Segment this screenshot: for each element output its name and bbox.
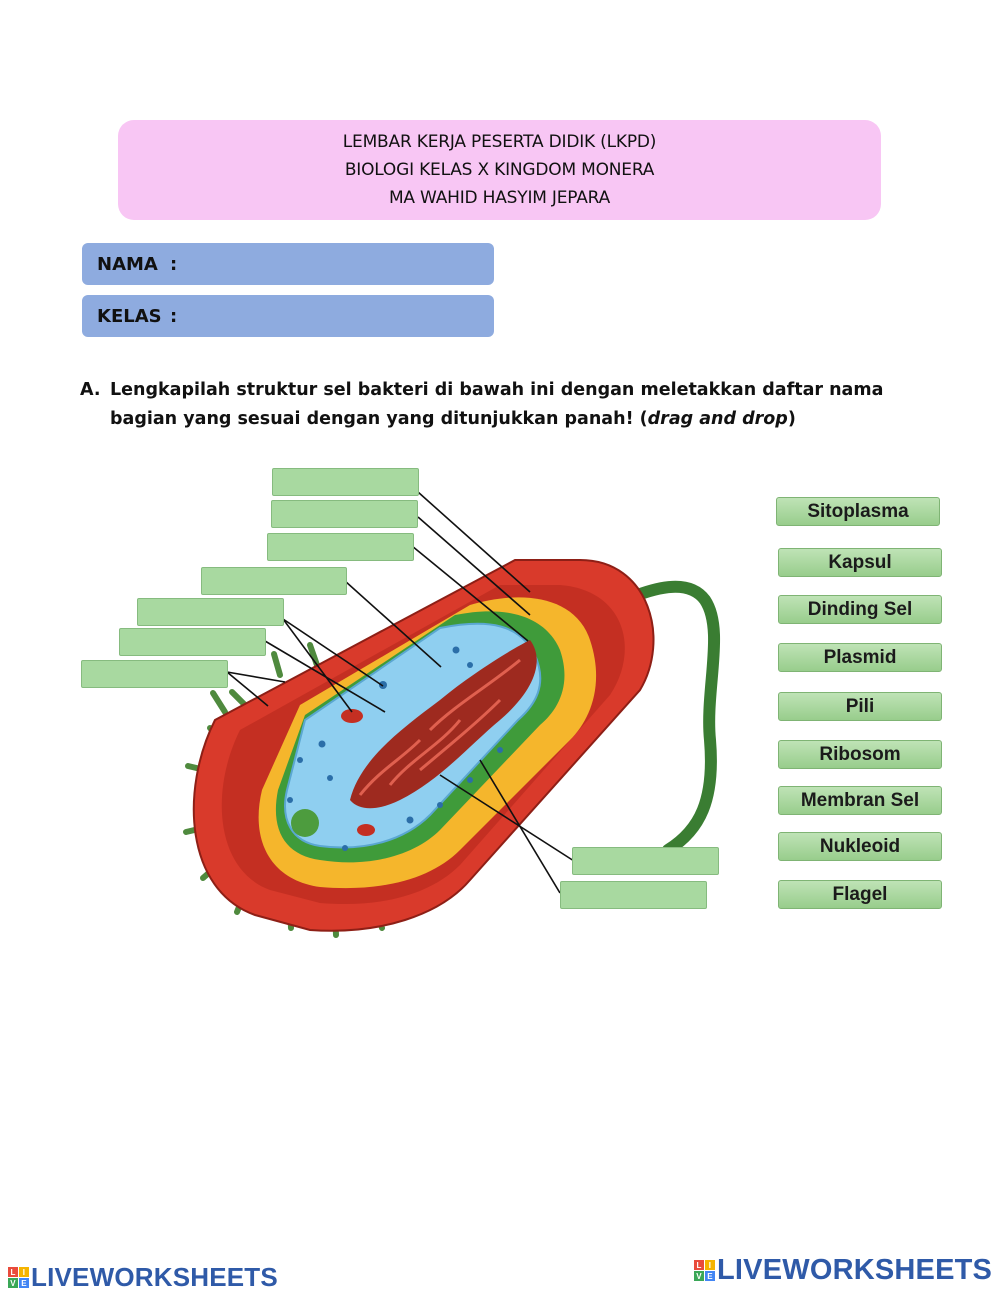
question-number: A. [80, 380, 101, 400]
header-school: MA WAHID HASYIM JEPARA [388, 188, 611, 208]
answer-chip-sitoplasma[interactable]: Sitoplasma [776, 497, 940, 526]
answer-chip-membran-sel[interactable]: Membran Sel [778, 786, 942, 815]
granule [291, 809, 319, 837]
liveworksheets-logo-icon: L I V E [8, 1267, 29, 1288]
answer-chip-dinding-sel[interactable]: Dinding Sel [778, 595, 942, 624]
drop-slot-7[interactable] [81, 660, 228, 688]
name-label: NAMA [97, 253, 158, 275]
drop-slot-1[interactable] [272, 468, 419, 496]
drop-slot-4[interactable] [201, 567, 347, 595]
answer-chip-ribosom[interactable]: Ribosom [778, 740, 942, 769]
drop-slot-2[interactable] [271, 500, 418, 528]
question-text-italic: drag and drop [647, 409, 788, 429]
footer-brand-left: LIVEWORKSHEETS [31, 1262, 278, 1292]
class-colon: : [170, 305, 178, 327]
drop-slot-9[interactable] [560, 881, 707, 909]
drop-slot-6[interactable] [119, 628, 266, 656]
plasmid [357, 824, 375, 836]
drop-slot-5[interactable] [137, 598, 284, 626]
liveworksheets-logo-icon: L I V E [694, 1260, 715, 1281]
question-text-main: Lengkapilah struktur sel bakteri di bawah ini dengan meletakkan daftar nama bagian yang sesuai dengan yang ditunjukkan panah! ( [110, 380, 884, 429]
answer-chip-flagel[interactable]: Flagel [778, 880, 942, 909]
footer-brand-right: LIVEWORKSHEETS [717, 1254, 993, 1286]
question-text-end: ) [787, 409, 796, 429]
class-label: KELAS [97, 305, 162, 327]
drop-slot-3[interactable] [267, 533, 414, 561]
header-subject: BIOLOGI KELAS X KINGDOM MONERA [344, 160, 655, 180]
footer-logo-left [8, 1262, 278, 1293]
answer-chip-pili[interactable]: Pili [778, 692, 942, 721]
drop-slot-8[interactable] [572, 847, 719, 875]
name-colon: : [170, 253, 178, 275]
answer-chip-kapsul[interactable]: Kapsul [778, 548, 942, 577]
footer-logo-right [694, 1254, 992, 1287]
answer-chip-nukleoid[interactable]: Nukleoid [778, 832, 942, 861]
header-title: LEMBAR KERJA PESERTA DIDIK (LKPD) [342, 132, 657, 152]
answer-chip-plasmid[interactable]: Plasmid [778, 643, 942, 672]
